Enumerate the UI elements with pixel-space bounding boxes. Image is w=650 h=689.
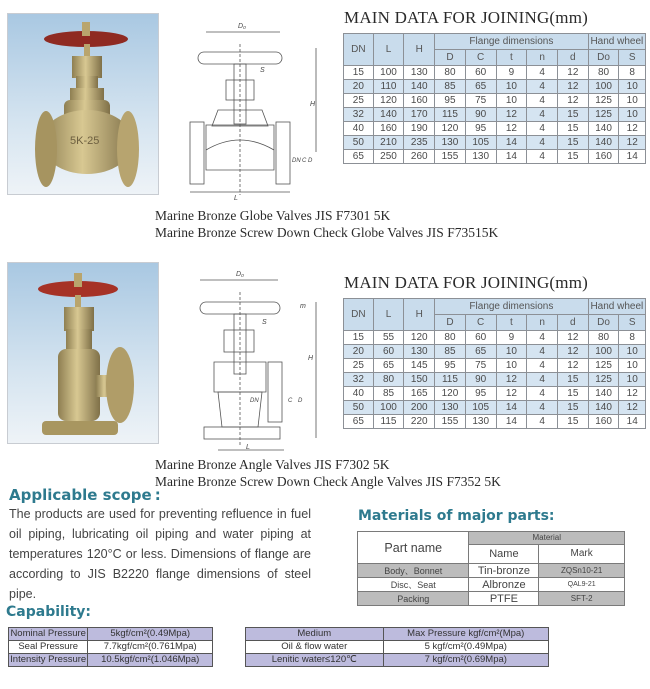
svg-text:H: H bbox=[310, 101, 316, 108]
table-row: 25 65 145 95 75 10 4 12 125 10 bbox=[344, 359, 646, 373]
angle-valve-image bbox=[8, 263, 159, 444]
table-row: 40 85 165 120 95 12 4 15 140 12 bbox=[344, 387, 646, 401]
section1-title: MAIN DATA FOR JOINING(mm) bbox=[344, 8, 588, 27]
table-row: 25 120 160 95 75 10 4 12 125 10 bbox=[344, 94, 646, 108]
applicable-scope-heading: Applicable scope : bbox=[9, 486, 161, 504]
svg-text:H: H bbox=[308, 355, 314, 362]
table-row: 15 100 130 80 60 9 4 12 80 8 bbox=[344, 66, 646, 80]
table-row: 50 210 235 130 105 14 4 15 140 12 bbox=[344, 136, 646, 150]
table-row: 50 100 200 130 105 14 4 15 140 12 bbox=[344, 401, 646, 415]
capability-heading: Capability: bbox=[6, 604, 92, 620]
section2-captions bbox=[155, 456, 501, 490]
svg-text:L: L bbox=[234, 195, 238, 200]
header-medium: Medium bbox=[246, 628, 384, 641]
table-row: 20 110 140 85 65 10 4 12 100 10 bbox=[344, 80, 646, 94]
globe-valve-data-table bbox=[343, 33, 646, 164]
header-d-bolt: d bbox=[557, 315, 588, 331]
caption-check-angle-valves: Marine Bronze Screw Down Check Angle Valves JIS F7352 5K bbox=[155, 474, 501, 489]
header-h: H bbox=[404, 299, 435, 331]
table-row: Intensity Pressure 10.5kgf/cm²(1.046Mpa) bbox=[9, 654, 213, 667]
caption-angle-valves: Marine Bronze Angle Valves JIS F7302 5K bbox=[155, 457, 390, 472]
header-t: t bbox=[496, 50, 527, 66]
table-row: 32 140 170 115 90 12 4 15 125 10 bbox=[344, 108, 646, 122]
table-row: Body、Bonnet Tin-bronze ZQSn10-21 bbox=[358, 564, 625, 578]
header-hand-wheel: Hand wheel bbox=[588, 34, 645, 50]
header-h: H bbox=[404, 34, 435, 66]
table-row: 32 80 150 115 90 12 4 15 125 10 bbox=[344, 373, 646, 387]
header-s: S bbox=[619, 315, 646, 331]
table-row: 65 115 220 155 130 14 4 15 160 14 bbox=[344, 415, 646, 429]
materials-heading: Materials of major parts: bbox=[358, 508, 555, 524]
header-t: t bbox=[496, 315, 527, 331]
header-max-pressure: Max Pressure kgf/cm²(Mpa) bbox=[383, 628, 548, 641]
header-hand-wheel: Hand wheel bbox=[588, 299, 645, 315]
header-part-name: Part name bbox=[358, 532, 469, 564]
applicable-scope-text: The products are used for preventing refluence in fuel oil piping, lubricating oil piping and water piping at temperatures 120°C or less. Dimensions of flange are according to JIS B2220 flange dimensions of steel pipe. bbox=[9, 507, 311, 601]
svg-text:D₀: D₀ bbox=[238, 23, 247, 30]
table-row: 20 60 130 85 65 10 4 12 100 10 bbox=[344, 345, 646, 359]
angle-valve-drawing bbox=[188, 262, 338, 452]
svg-text:D: D bbox=[298, 398, 303, 404]
svg-text:C: C bbox=[288, 398, 293, 404]
header-l: L bbox=[373, 299, 404, 331]
header-c: C bbox=[465, 50, 496, 66]
svg-text:DN: DN bbox=[292, 158, 301, 164]
table-row: Oil & flow water 5 kgf/cm²(0.49Mpa) bbox=[246, 641, 549, 654]
section1-captions bbox=[155, 207, 498, 241]
header-dn: DN bbox=[344, 299, 374, 331]
header-material: Material bbox=[469, 532, 625, 545]
materials-table bbox=[357, 531, 625, 606]
svg-text:DN: DN bbox=[250, 398, 259, 404]
svg-text:L: L bbox=[246, 444, 250, 451]
header-c: C bbox=[465, 315, 496, 331]
table-row: Disc、Seat Albronze QAL9-21 bbox=[358, 578, 625, 592]
section2-title: MAIN DATA FOR JOINING(mm) bbox=[344, 273, 588, 292]
caption-globe-valves: Marine Bronze Globe Valves JIS F7301 5K bbox=[155, 208, 391, 223]
table-row: Nominal Pressure 5kgf/cm²(0.49Mpa) bbox=[9, 628, 213, 641]
header-l: L bbox=[373, 34, 404, 66]
medium-pressure-table bbox=[245, 627, 549, 667]
angle-valve-photo bbox=[7, 262, 159, 444]
header-name: Name bbox=[469, 544, 539, 563]
header-d: D bbox=[435, 50, 466, 66]
svg-text:C: C bbox=[302, 158, 307, 164]
globe-valve-photo bbox=[7, 13, 159, 195]
globe-valve-drawing bbox=[188, 10, 338, 200]
table-row: Seal Pressure 7.7kgf/cm²(0.761Mpa) bbox=[9, 641, 213, 654]
header-d: D bbox=[435, 315, 466, 331]
svg-text:D₀: D₀ bbox=[236, 271, 245, 278]
svg-text:m: m bbox=[300, 303, 306, 310]
svg-text:D: D bbox=[308, 158, 313, 164]
header-dn: DN bbox=[344, 34, 374, 66]
header-mark: Mark bbox=[539, 544, 625, 563]
caption-check-globe-valves: Marine Bronze Screw Down Check Globe Valves JIS F73515K bbox=[155, 225, 499, 240]
svg-text:S: S bbox=[260, 67, 265, 74]
header-n: n bbox=[527, 315, 558, 331]
globe-valve-image bbox=[8, 14, 159, 195]
header-s: S bbox=[619, 50, 646, 66]
angle-valve-data-table bbox=[343, 298, 646, 429]
table-row: 15 55 120 80 60 9 4 12 80 8 bbox=[344, 331, 646, 345]
table-row: 65 250 260 155 130 14 4 15 160 14 bbox=[344, 150, 646, 164]
table-row: 40 160 190 120 95 12 4 15 140 12 bbox=[344, 122, 646, 136]
header-do: Do bbox=[588, 315, 619, 331]
header-flange-dimensions: Flange dimensions bbox=[435, 299, 589, 315]
header-flange-dimensions: Flange dimensions bbox=[435, 34, 589, 50]
table-row: Lenitic water≤120℃ 7 kgf/cm²(0.69Mpa) bbox=[246, 654, 549, 667]
header-do: Do bbox=[588, 50, 619, 66]
svg-text:5K-25: 5K-25 bbox=[70, 135, 100, 147]
table-row: Packing PTFE SFT-2 bbox=[358, 592, 625, 606]
header-d-bolt: d bbox=[557, 50, 588, 66]
svg-text:S: S bbox=[262, 319, 267, 326]
header-n: n bbox=[527, 50, 558, 66]
pressure-table bbox=[8, 627, 213, 667]
